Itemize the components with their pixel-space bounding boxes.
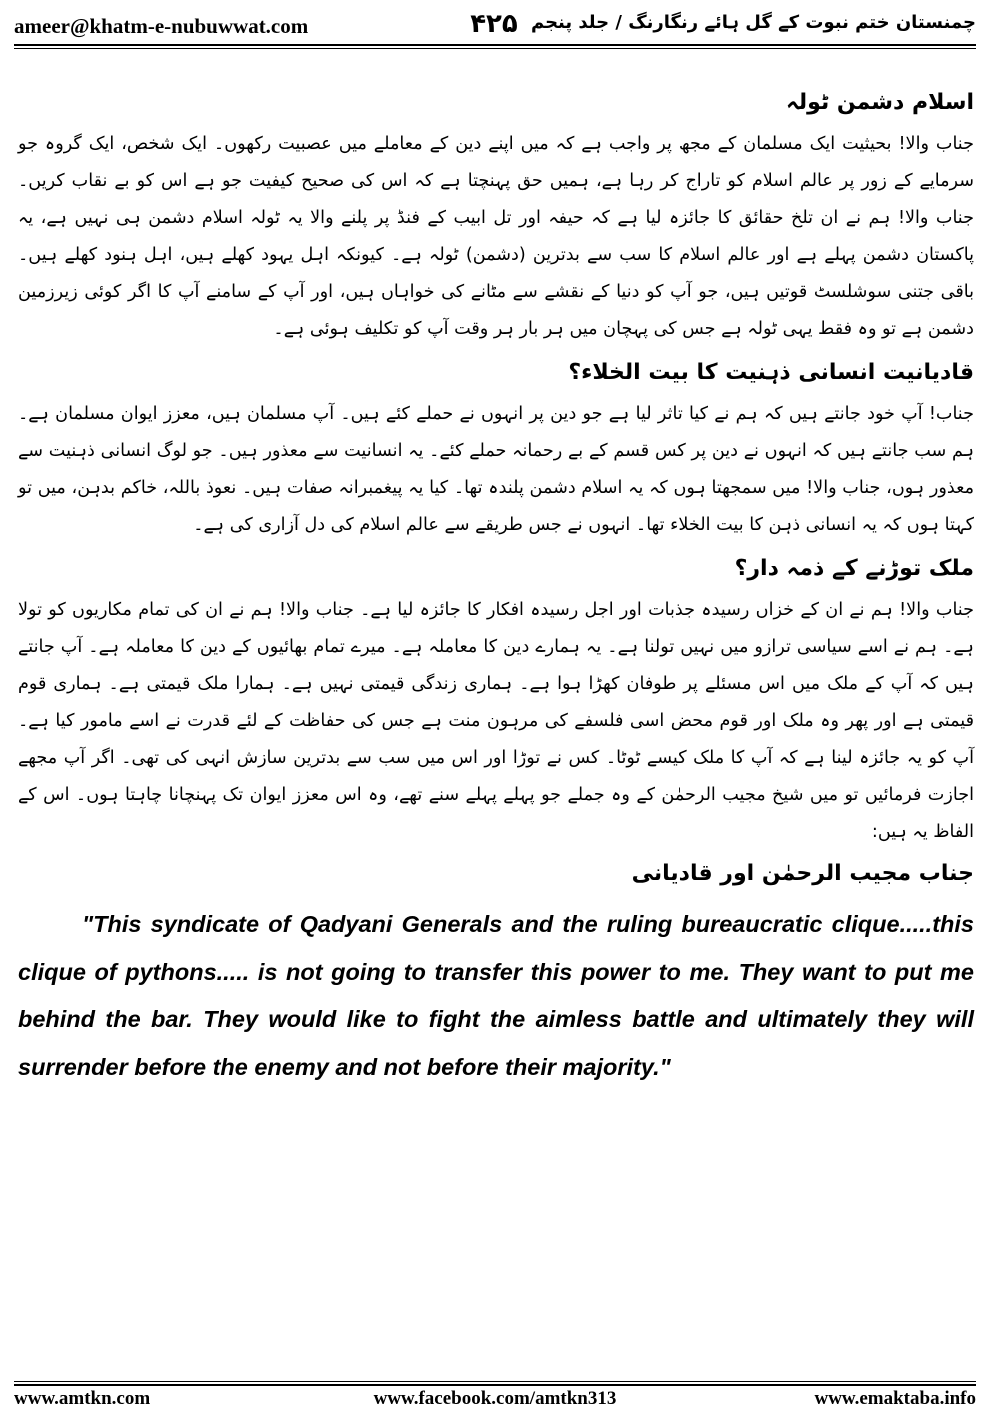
page-footer bbox=[14, 1386, 976, 1414]
footer-rule-thin bbox=[14, 1381, 976, 1382]
section-body-islam-enemy-group: جناب والا! بحیثیت ایک مسلمان کے مجھ پر واجب ہے کہ میں اپنے دین کے معاملے میں عصبیت رکھوں۔ ایک شخص، ایک گروہ جو سرمایے کے زور پر عالم اسلام کو تاراج کر رہا ہے، ہمیں حق پہنچتا ہے کہ اس کی صحیح کیفیت جو ہے اس کو بے نقاب کریں۔ جناب والا! ہم نے ان تلخ حقائق کا جائزہ لیا ہے کہ حیفہ اور تل ابیب کے فنڈ پر پلنے والا یہ ٹولہ اسلام دشمن ہی نہیں ہے، یہ پاکستان دشمن پہلے ہے اور عالم اسلام کا سب سے بدترین (دشمن) ٹولہ ہے۔ کیونکہ اہل یہود کھلے ہیں، اہل ہنود کھلے ہیں۔ باقی جتنی سوشلسٹ قوتیں ہیں، جو آپ کو دنیا کے نقشے سے مٹانے کی خواہاں ہیں، اور آپ کے سامنے آپ کا اگر کوئی زیرزمین دشمن ہے تو وہ فقط یہی ٹولہ ہے جس کی پہچان میں ہر بار ہر وقت آپ کو تکلیف ہوئی ہے۔ bbox=[18, 134, 974, 339]
section-body-qadianiat: جناب! آپ خود جانتے ہیں کہ ہم نے کیا تاثر لیا ہے جو دین پر انہوں نے حملے کئے ہیں۔ آپ مسلمان ہیں، معزز ایوان مسلمان ہے۔ ہم سب جانتے ہیں کہ انہوں نے دین پر کس قسم کے بے رحمانہ حملے کئے۔ یہ انسانیت سے معذور ہیں۔ جو لوگ انسانی ذہنیت سے معذور ہوں، جناب والا! میں سمجھتا ہوں کہ یہ اسلام دشمن پلندہ تھا۔ کیا یہ پیغمبرانہ صفات ہیں۔ نعوذ باللہ، خاکم بدہن، میں تو کہتا ہوں کہ یہ انسانی ذہن کا بیت الخلاء تھا۔ انہوں نے جس طریقے سے عالم اسلام کی دل آزاری کی ہے۔ bbox=[18, 404, 974, 535]
english-quote: "This syndicate of Qadyani Generals and the ruling bureaucratic clique.....this clique of pythons..... is not going to transfer this power to me. They want to put me behind the bar. They would like to fight the aimless battle and ultimately they will surrender before the enemy and not before their majority." bbox=[18, 911, 974, 1080]
page-number: ۴۲۵ bbox=[470, 9, 518, 39]
footer-link-amtkn[interactable]: www.amtkn.com bbox=[14, 1388, 151, 1409]
footer-link-facebook[interactable]: www.facebook.com/amtkn313 bbox=[373, 1388, 617, 1409]
section-body-country-breakers: جناب والا! ہم نے ان کے خزاں رسیدہ جذبات اور اجل رسیدہ افکار کا جائزہ لیا ہے۔ جناب والا! ہم نے ان کی تمام مکاریوں کو تولا ہے۔ ہم نے اسے سیاسی ترازو میں نہیں تولنا ہے۔ یہ ہمارے دین کا معاملہ ہے۔ میرے تمام بھائیوں کے دین کا معاملہ ہے۔ آپ جانتے ہیں کہ آپ کے ملک میں اس مسئلے پر طوفان کھڑا ہوا ہے۔ ہماری زندگی قیمتی نہیں ہے۔ ہمارا ملک قیمتی ہے۔ ہماری قوم قیمتی ہے اور پھر وہ ملک اور قوم محض اسی فلسفے کی مرہون منت ہے جس کی حفاظت کے لئے قدرت نے اسے مامور کیا ہے۔ آپ کو یہ جائزہ لینا ہے کہ آپ کا ملک کیسے ٹوٹا۔ کس نے توڑا اور اس میں سب سے بدترین سازش انہی کی تھی۔ اگر آپ مجھے اجازت فرمائیں تو میں شیخ مجیب الرحمٰن کے وہ جملے جو پہلے پہلے سنے تھے، وہ اس معزز ایوان تک پہنچانا چاہتا ہوں۔ اس کے الفاظ یہ ہیں: bbox=[18, 600, 974, 842]
page-content bbox=[18, 82, 974, 1091]
header-rule-thin bbox=[14, 48, 976, 49]
footer-link-emaktaba[interactable]: www.emaktaba.info bbox=[814, 1388, 976, 1409]
section-heading-qadianiat: قادیانیت انسانی ذہنیت کا بیت الخلاء؟ bbox=[568, 360, 974, 385]
book-title: چمنستان ختم نبوت کے گل ہائے رنگارنگ / جلد پنجم bbox=[530, 12, 976, 33]
section-heading-islam-enemy-group: اسلام دشمن ٹولہ bbox=[786, 90, 974, 115]
section-heading-country-breakers: ملک توڑنے کے ذمہ دار؟ bbox=[734, 556, 974, 581]
section-heading-mujib: جناب مجیب الرحمٰن اور قادیانی bbox=[631, 861, 974, 886]
header-email: ameer@khatm-e-nubuwwat.com bbox=[14, 14, 309, 38]
header-rule bbox=[14, 44, 976, 46]
page-header bbox=[14, 8, 976, 42]
